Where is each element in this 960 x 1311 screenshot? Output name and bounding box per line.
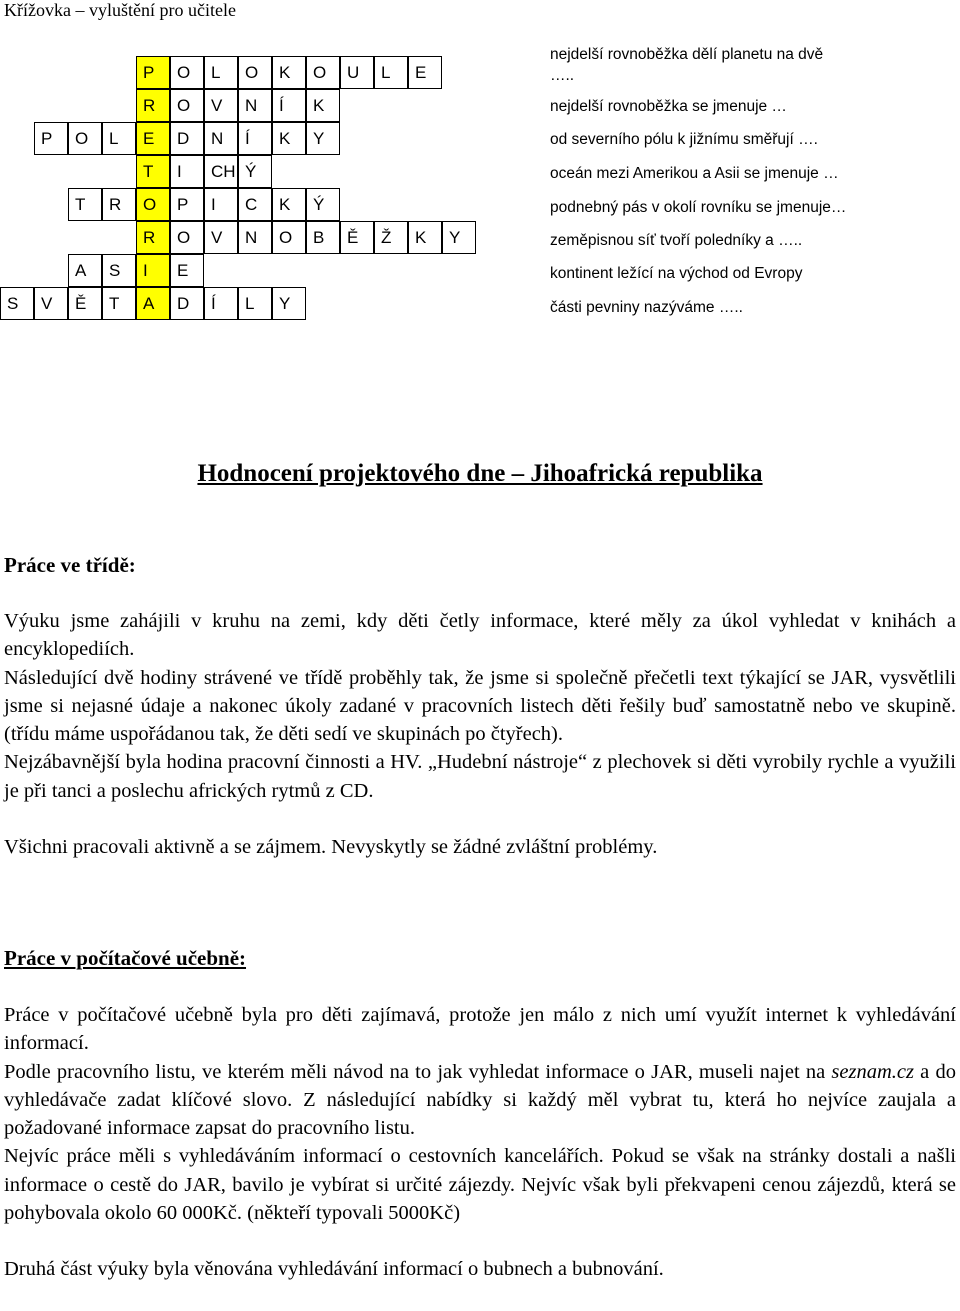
clue-1-cont: …..: [550, 67, 575, 84]
crossword-cell: T: [68, 188, 102, 221]
section2-paragraph: Druhá část výuky byla věnována vyhledávání informací o bubnech a bubnování.: [4, 1258, 664, 1281]
crossword-cell: O: [170, 89, 204, 122]
crossword-cell: Í: [238, 122, 272, 155]
crossword-cell: Ý: [238, 155, 272, 188]
crossword-cell: O: [238, 56, 272, 89]
clue-5: podnebný pás v okolí rovníku se jmenuje…: [550, 199, 847, 216]
crossword-cell: Y: [272, 287, 306, 320]
seznam-link-text: seznam.cz: [831, 1060, 914, 1083]
crossword-cell: Y: [306, 122, 340, 155]
crossword-cell: Í: [272, 89, 306, 122]
section1-paragraph: Všichni pracovali aktivně a se zájmem. Nevyskytly se žádné zvláštní problémy.: [4, 836, 658, 859]
crossword-cell: N: [238, 221, 272, 254]
crossword-cell: K: [272, 122, 306, 155]
clue-6: zeměpisnou síť tvoří poledníky a …..: [550, 232, 803, 249]
crossword-cell: B: [306, 221, 340, 254]
crossword-cell: K: [272, 188, 306, 221]
crossword-cell: P: [136, 56, 170, 89]
evaluation-heading: Hodnocení projektového dne – Jihoafrická republika: [197, 460, 763, 487]
crossword-cell: O: [272, 221, 306, 254]
crossword-cell: I: [136, 254, 170, 287]
clue-4: oceán mezi Amerikou a Asii se jmenuje …: [550, 165, 839, 182]
crossword-cell: E: [170, 254, 204, 287]
clue-2: nejdelší rovnoběžka se jmenuje …: [550, 98, 787, 115]
section1-paragraph: Následující dvě hodiny strávené ve třídě proběhly tak, že jsme si společně přečetli text týkající se JAR, vysvětlili jsme si nejasné údaje a nakonec úkoly zadané v pracovních listech děti řešily buď samostatně nebo ve skupině. (třídu máme uspořádanou tak, že děti sedí ve skupinách po čtyřech).: [4, 666, 956, 746]
section1-paragraph: Výuku jsme zahájili v kruhu na zemi, kdy děti četly informace, které měly za úkol vyhledat v knihách a encyklopediích.: [4, 610, 956, 661]
page-title: Křížovka – vyluštění pro učitele: [4, 0, 236, 20]
section2-paragraph: Podle pracovního listu, ve kterém měli návod na to jak vyhledat informace o JAR, museli najet na seznam.cz a do vyhledávače zadat klíčové slovo. Z následující nabídky si každý měl vybrat tu, která ho nejvíce zaujala a požadované informace zapsat do pracovního listu.: [4, 1060, 956, 1140]
section2-paragraph: Práce v počítačové učebně byla pro děti zajímavá, protože jen málo z nich umí využít internet k vyhledávání informací.: [4, 1004, 956, 1055]
crossword-cell: Ž: [374, 221, 408, 254]
crossword-cell: I: [204, 188, 238, 221]
clue-1: nejdelší rovnoběžka dělí planetu na dvě: [550, 46, 824, 63]
section1-body: [4, 607, 956, 861]
crossword-cell: K: [272, 56, 306, 89]
crossword-cell: R: [136, 89, 170, 122]
crossword-cell: R: [102, 188, 136, 221]
crossword-cell: P: [34, 122, 68, 155]
clue-3: od severního pólu k jižnímu směřují ….: [550, 131, 818, 148]
crossword-cell: D: [170, 287, 204, 320]
crossword-cell: L: [204, 56, 238, 89]
crossword-cell: A: [136, 287, 170, 320]
clue-7: kontinent ležící na východ od Evropy: [550, 265, 803, 282]
crossword-cell: I: [170, 155, 204, 188]
crossword-cell: Í: [204, 287, 238, 320]
section1-paragraph: Nejzábavnější byla hodina pracovní činnosti a HV. „Hudební nástroje“ z plechovek si děti vyrobily rychle a využili je při tanci a poslechu afrických rytmů z CD.: [4, 751, 956, 802]
crossword-cell: V: [34, 287, 68, 320]
crossword-cell: U: [340, 56, 374, 89]
crossword-cell: N: [238, 89, 272, 122]
section2-body: [4, 1001, 956, 1284]
crossword-cell: L: [374, 56, 408, 89]
crossword-cell: O: [306, 56, 340, 89]
crossword-cell: Ě: [68, 287, 102, 320]
crossword-cell: O: [68, 122, 102, 155]
crossword-cell: CH: [204, 155, 238, 188]
clue-8: části pevniny nazýváme …..: [550, 299, 743, 316]
crossword-cell: Y: [442, 221, 476, 254]
crossword-cell: V: [204, 221, 238, 254]
crossword-cell: K: [408, 221, 442, 254]
crossword-cell: O: [136, 188, 170, 221]
section2-paragraph: Nejvíc práce měli s vyhledáváním informací o cestovních kancelářích. Pokud se však na stránky dostali a našli informace o cestě do JAR, bavilo je vybírat si určité zájezdy. Nejvíc však byli překvapeni cenou zájezdů, která se pohybovala okolo 60 000Kč. (někteří typovali 5000Kč): [4, 1145, 956, 1225]
crossword-cell: T: [102, 287, 136, 320]
crossword-cell: E: [408, 56, 442, 89]
section1-title: Práce ve třídě:: [4, 553, 136, 577]
crossword-cell: Ě: [340, 221, 374, 254]
crossword-cell: A: [68, 254, 102, 287]
crossword-cell: P: [170, 188, 204, 221]
crossword-cell: D: [170, 122, 204, 155]
crossword-cell: L: [102, 122, 136, 155]
crossword-cell: K: [306, 89, 340, 122]
crossword-cell: L: [238, 287, 272, 320]
crossword-cell: S: [0, 287, 34, 320]
crossword-cell: C: [238, 188, 272, 221]
crossword-cell: R: [136, 221, 170, 254]
crossword-cell: T: [136, 155, 170, 188]
crossword-cell: N: [204, 122, 238, 155]
crossword-cell: V: [204, 89, 238, 122]
section2-title: Práce v počítačové učebně:: [4, 946, 247, 970]
crossword-cell: S: [102, 254, 136, 287]
crossword-cell: E: [136, 122, 170, 155]
crossword-cell: O: [170, 56, 204, 89]
crossword-cell: O: [170, 221, 204, 254]
crossword-cell: Ý: [306, 188, 340, 221]
